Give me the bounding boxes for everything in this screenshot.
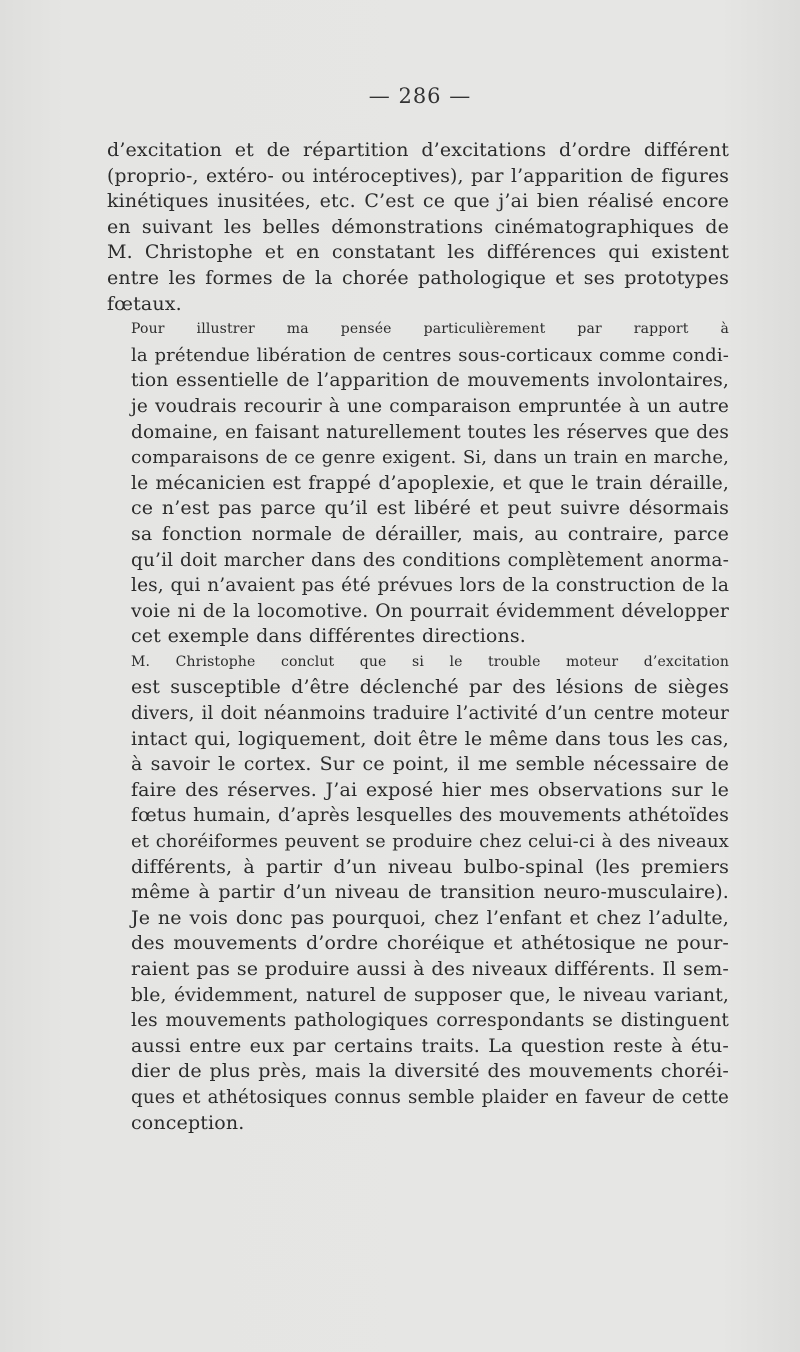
text-line: voie ni de la locomotive. On pourrait évidemment développer xyxy=(131,600,729,622)
text-line: divers, il doit néanmoins traduire l’activité d’un centre moteur xyxy=(131,703,729,725)
text-line: je voudrais recourir à une comparaison empruntée à un autre xyxy=(131,395,729,417)
paragraph-3 xyxy=(107,650,729,1136)
text-line: les, qui n’avaient pas été prévues lors de la construction de la xyxy=(131,575,729,597)
text-line: dier de plus près, mais la diversité des mouvements choréi- xyxy=(131,1060,729,1083)
paragraph-1 xyxy=(107,138,729,317)
text-line: fœtus humain, d’après lesquelles des mouvements athétoïdes xyxy=(131,805,729,827)
text-line: à savoir le cortex. Sur ce point, il me semble nécessaire de xyxy=(131,753,729,776)
text-line: faire des réserves. J’ai exposé hier mes observations sur le xyxy=(131,778,729,801)
text-line: cet exemple dans différentes directions. xyxy=(131,625,526,648)
text-line: Je ne vois donc pas pourquoi, chez l’enfant et chez l’adulte, xyxy=(131,906,729,929)
text-line: ble, évidemment, naturel de supposer que, le niveau variant, xyxy=(131,984,729,1006)
text-line: entre les formes de la chorée pathologique et ses prototypes xyxy=(107,266,729,289)
text-line: d’excitation et de répartition d’excitations d’ordre différent xyxy=(107,139,729,161)
text-line: intact qui, logiquement, doit être le même dans tous les cas, xyxy=(131,727,729,750)
text-line: tion essentielle de l’apparition de mouvements involontaires, xyxy=(131,370,729,392)
text-line: M. Christophe et en constatant les différences qui existent xyxy=(107,241,729,264)
text-line: domaine, en faisant naturellement toutes les réserves que des xyxy=(131,421,729,443)
text-line: Pour illustrer ma pensée particulièrement par rapport à xyxy=(131,321,729,338)
text-line: raient pas se produire aussi à des niveaux différents. Il sem- xyxy=(131,958,729,980)
text-line: même à partir d’un niveau de transition neuro-musculaire). xyxy=(131,881,729,904)
text-line: kinétiques inusitées, etc. C’est ce que j’ai bien réalisé encore xyxy=(107,190,729,213)
text-line: sa fonction normale de dérailler, mais, au contraire, parce xyxy=(131,522,729,545)
page-number: — 286 — xyxy=(368,84,472,108)
text-line: M. Christophe conclut que si le trouble moteur d’excitation xyxy=(131,653,729,670)
text-line: est susceptible d’être déclenché par des lésions de sièges xyxy=(131,676,729,699)
text-line: les mouvements pathologiques correspondants se distinguent xyxy=(131,1010,729,1032)
text-line: et choréiformes peuvent se produire chez celui-ci à des niveaux xyxy=(131,831,729,853)
text-line: comparaisons de ce genre exigent. Si, dans un train en marche, xyxy=(131,447,729,469)
text-line: fœtaux. xyxy=(107,292,182,315)
text-line: des mouvements d’ordre choréique et athétosique ne pour- xyxy=(131,932,729,955)
text-line: la prétendue libération de centres sous-corticaux comme condi- xyxy=(131,344,729,366)
text-line: ce n’est pas parce qu’il est libéré et peut suivre désormais xyxy=(131,497,729,520)
text-line: conception. xyxy=(131,1111,245,1134)
text-line: aussi entre eux par certains traits. La question reste à étu- xyxy=(131,1034,729,1057)
text-line: différents, à partir d’un niveau bulbo-spinal (les premiers xyxy=(131,855,729,878)
text-line: ques et athétosiques connus semble plaider en faveur de cette xyxy=(131,1086,729,1108)
body-text xyxy=(107,138,729,1136)
text-line: en suivant les belles démonstrations cinématographiques de xyxy=(107,215,729,238)
text-line: (proprio-, extéro- ou intéroceptives), par l’apparition de figures xyxy=(107,165,729,187)
text-line: qu’il doit marcher dans des conditions complètement anorma- xyxy=(131,549,729,571)
text-line: le mécanicien est frappé d’apoplexie, et que le train déraille, xyxy=(131,472,729,494)
paragraph-2 xyxy=(107,317,729,650)
